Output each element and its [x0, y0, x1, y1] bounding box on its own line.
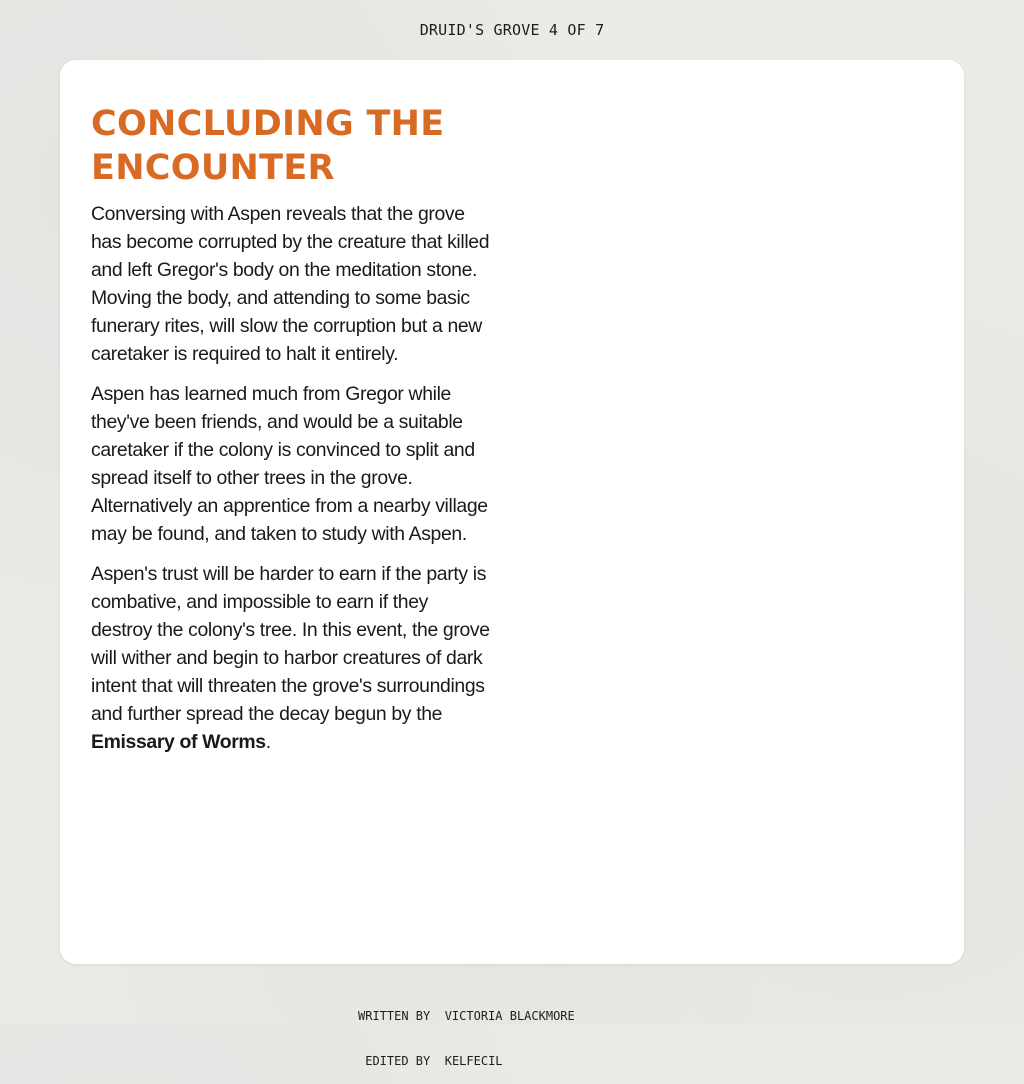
content-column	[91, 102, 491, 768]
content-card	[60, 60, 964, 964]
paragraph-1: Conversing with Aspen reveals that the grove has become corrupted by the creature that killed and left Gregor's body on the meditation stone. Moving the body, and attending to some basic funerary rites, will slow the corruption but a new caretaker is required to halt it entirely.	[91, 203, 490, 365]
section-heading: CONCLUDING THE ENCOUNTER	[91, 104, 445, 188]
written-by-label: WRITTEN BY	[358, 1009, 431, 1023]
emissary-of-worms-emphasis: Emissary of Worms	[91, 731, 266, 753]
paragraph-3-suffix: .	[265, 731, 271, 753]
credits	[358, 979, 575, 1084]
written-by-name: VICTORIA BLACKMORE	[444, 1009, 575, 1023]
paragraph-3-text: Aspen's trust will be harder to earn if the party is combative, and impossible to earn if they destroy the colony's tree. In this event, the grove will wither and begin to harbor creatures of dark intent that will threaten the grove's surroundings and further spread the decay begun by the	[91, 563, 490, 725]
written-by-line	[358, 1009, 575, 1024]
paragraph-2: Aspen has learned much from Gregor while they've been friends, and would be a suitable caretaker if the colony is convinced to split and spread itself to other trees in the grove. Alternatively an apprentice from a nearby village may be found, and taken to study with Aspen.	[91, 383, 488, 545]
edited-by-name: KELFECIL	[444, 1054, 503, 1068]
page-header: DRUID'S GROVE 4 OF 7	[419, 21, 605, 39]
paragraph-3	[91, 560, 491, 756]
edited-by-line	[358, 1054, 575, 1069]
edited-by-label: EDITED BY	[365, 1054, 431, 1068]
